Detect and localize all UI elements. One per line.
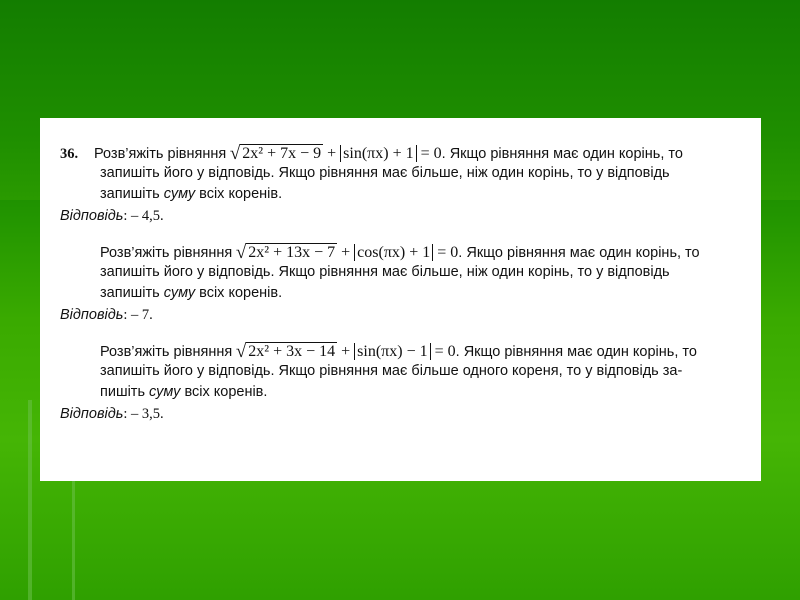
problem-line-3: запишіть суму всіх коренів. — [100, 186, 283, 202]
answer-value: : – 4,5. — [123, 208, 164, 224]
equation-rhs: = 0 — [420, 145, 442, 162]
problem-line-1 — [60, 241, 739, 262]
problem-lead: Розв’яжіть рівняння — [100, 344, 233, 360]
problem-after-eq: . Якщо рівняння має один корінь, то — [458, 245, 700, 261]
problem-lead: Розв’яжіть рівняння — [94, 146, 227, 162]
decor-bar-1 — [28, 400, 32, 600]
answer-line — [60, 403, 739, 425]
problem-36 — [60, 142, 739, 227]
problem-line-2: запишіть його у відповідь. Якщо рівняння має більше, ніж один корінь, то у відповідь — [100, 264, 670, 280]
answer-value: : – 7. — [123, 307, 153, 323]
decor-bar-2 — [72, 480, 75, 600]
answer-line — [60, 205, 739, 227]
equation-abs: sin(πx) − 1 — [354, 343, 430, 360]
problem-line-2: запишіть його у відповідь. Якщо рівняння має більше, ніж один корінь, то у відповідь — [100, 165, 670, 181]
equation-rhs: = 0 — [437, 244, 459, 261]
problem-lead: Розв’яжіть рівняння — [100, 245, 233, 261]
problem-2 — [60, 241, 739, 326]
answer-label: Відповідь — [60, 307, 124, 323]
document-slide — [40, 118, 761, 481]
problem-line-2: запишіть його у відповідь. Якщо рівняння має більше одного кореня, то у відповідь за- — [100, 363, 683, 379]
equation-abs: cos(πx) + 1 — [354, 244, 433, 261]
answer-value: : – 3,5. — [123, 406, 164, 422]
equation-radicand: 2x² + 13x − 7 — [248, 244, 336, 261]
problem-line-1 — [60, 340, 739, 361]
problem-line-1 — [60, 142, 739, 163]
problem-3 — [60, 340, 739, 425]
equation-radicand: 2x² + 3x − 14 — [248, 343, 336, 360]
answer-line — [60, 304, 739, 326]
problem-line-3: пишіть суму всіх коренів. — [100, 384, 268, 400]
problem-after-eq: . Якщо рівняння має один корінь, то — [455, 344, 697, 360]
equation-rhs: = 0 — [434, 343, 456, 360]
equation-radicand: 2x² + 7x − 9 — [242, 145, 322, 162]
problem-number: 36. — [60, 146, 79, 162]
answer-label: Відповідь — [60, 208, 124, 224]
equation: √ 2x² + 3x − 14 + sin(πx) − 1 = 0 — [235, 341, 456, 362]
answer-label: Відповідь — [60, 406, 124, 422]
problem-after-eq: . Якщо рівняння має один корінь, то — [441, 146, 683, 162]
equation-abs: sin(πx) + 1 — [340, 145, 416, 162]
equation: √ 2x² + 13x − 7 + cos(πx) + 1 = 0 — [235, 242, 459, 263]
equation: √ 2x² + 7x − 9 + sin(πx) + 1 = 0 — [229, 143, 442, 164]
problem-line-3: запишіть суму всіх коренів. — [100, 285, 283, 301]
